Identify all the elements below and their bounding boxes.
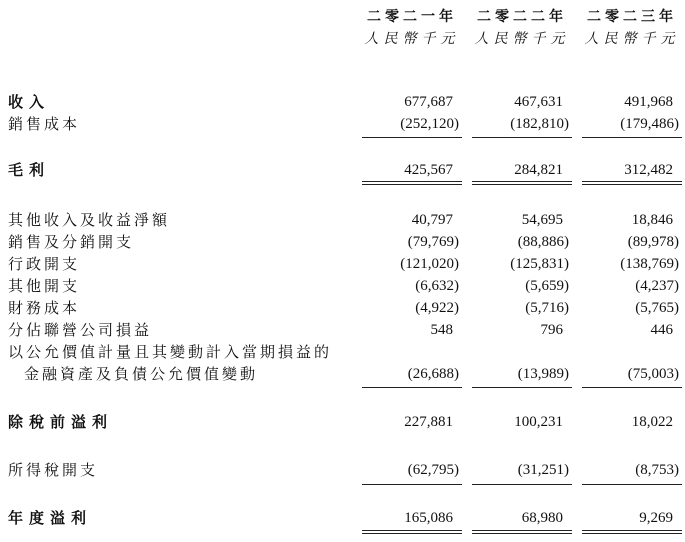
value-selling-distribution-2022: (88,886) <box>517 234 569 250</box>
total-double-rule <box>362 533 462 534</box>
value-revenue-2023: 491,968 <box>624 94 673 110</box>
value-other-income-2022: 54,695 <box>521 212 563 228</box>
value-gross-profit-2021: 425,567 <box>404 162 453 178</box>
subtotal-rule <box>362 484 462 485</box>
value-revenue-2022: 467,631 <box>514 94 563 110</box>
row-label-fair-value-changes-line2: 金融資產及負債公允價值變動 <box>24 365 259 383</box>
subtotal-rule <box>472 387 572 388</box>
value-finance-costs-2021: (4,922) <box>415 300 459 316</box>
value-selling-distribution-2023: (89,978) <box>627 234 679 250</box>
value-other-expenses-2023: (4,237) <box>635 278 679 294</box>
row-label-share-of-associates: 分佔聯營公司損益 <box>8 321 153 339</box>
value-profit-before-tax-2023: 18,022 <box>631 414 673 430</box>
row-label-profit-for-year: 年度溢利 <box>8 509 93 527</box>
value-cost-of-sales-2023: (179,486) <box>620 116 679 132</box>
total-double-rule <box>362 530 462 531</box>
row-label-cost-of-sales: 銷售成本 <box>8 115 81 133</box>
value-finance-costs-2023: (5,765) <box>635 300 679 316</box>
value-income-tax-2021: (62,795) <box>407 462 459 478</box>
value-income-tax-2022: (31,251) <box>517 462 569 478</box>
value-finance-costs-2022: (5,716) <box>525 300 569 316</box>
total-double-rule <box>472 533 572 534</box>
value-other-expenses-2021: (6,632) <box>415 278 459 294</box>
value-profit-before-tax-2022: 100,231 <box>514 414 563 430</box>
total-double-rule <box>582 181 682 182</box>
total-double-rule <box>472 181 572 182</box>
value-share-of-associates-2023: 446 <box>650 322 673 338</box>
value-other-income-2021: 40,797 <box>411 212 453 228</box>
unit-header: 人民幣千元 <box>474 31 570 47</box>
total-double-rule <box>362 181 462 182</box>
value-cost-of-sales-2022: (182,810) <box>510 116 569 132</box>
value-cost-of-sales-2021: (252,120) <box>400 116 459 132</box>
value-selling-distribution-2021: (79,769) <box>407 234 459 250</box>
value-administrative-2022: (125,831) <box>510 256 569 272</box>
year-header: 二零二一年 <box>367 9 457 25</box>
subtotal-rule <box>362 387 462 388</box>
value-administrative-2023: (138,769) <box>620 256 679 272</box>
year-header: 二零二三年 <box>587 9 677 25</box>
unit-header: 人民幣千元 <box>364 31 460 47</box>
value-other-income-2023: 18,846 <box>631 212 673 228</box>
subtotal-rule <box>582 387 682 388</box>
value-fair-value-changes-2023: (75,003) <box>627 366 679 382</box>
row-label-administrative: 行政開支 <box>8 255 81 273</box>
value-gross-profit-2022: 284,821 <box>514 162 563 178</box>
value-administrative-2021: (121,020) <box>400 256 459 272</box>
value-profit-for-year-2021: 165,086 <box>404 510 453 526</box>
total-double-rule <box>472 184 572 185</box>
value-profit-before-tax-2021: 227,881 <box>404 414 453 430</box>
unit-header: 人民幣千元 <box>584 31 680 47</box>
value-profit-for-year-2023: 9,269 <box>639 510 673 526</box>
total-double-rule <box>582 533 682 534</box>
value-fair-value-changes-2022: (13,989) <box>517 366 569 382</box>
row-label-profit-before-tax: 除稅前溢利 <box>8 413 114 431</box>
value-profit-for-year-2022: 68,980 <box>521 510 563 526</box>
year-header: 二零二二年 <box>477 9 567 25</box>
value-revenue-2021: 677,687 <box>404 94 453 110</box>
total-double-rule <box>472 530 572 531</box>
row-label-selling-distribution: 銷售及分銷開支 <box>8 233 135 251</box>
row-label-gross-profit: 毛利 <box>8 161 51 179</box>
row-label-fair-value-changes-line1: 以公允價值計量且其變動計入當期損益的 <box>8 343 333 361</box>
row-label-finance-costs: 財務成本 <box>8 299 81 317</box>
total-double-rule <box>582 530 682 531</box>
row-label-other-income: 其他收入及收益淨額 <box>8 211 171 229</box>
subtotal-rule <box>362 137 462 138</box>
row-label-revenue: 收入 <box>8 93 51 111</box>
total-double-rule <box>582 184 682 185</box>
value-share-of-associates-2021: 548 <box>430 322 453 338</box>
subtotal-rule <box>472 137 572 138</box>
row-label-other-expenses: 其他開支 <box>8 277 81 295</box>
value-income-tax-2023: (8,753) <box>635 462 679 478</box>
subtotal-rule <box>472 484 572 485</box>
row-label-income-tax: 所得稅開支 <box>8 461 99 479</box>
subtotal-rule <box>582 484 682 485</box>
value-other-expenses-2022: (5,659) <box>525 278 569 294</box>
subtotal-rule <box>582 137 682 138</box>
total-double-rule <box>362 184 462 185</box>
value-gross-profit-2023: 312,482 <box>624 162 673 178</box>
value-fair-value-changes-2021: (26,688) <box>407 366 459 382</box>
value-share-of-associates-2022: 796 <box>540 322 563 338</box>
